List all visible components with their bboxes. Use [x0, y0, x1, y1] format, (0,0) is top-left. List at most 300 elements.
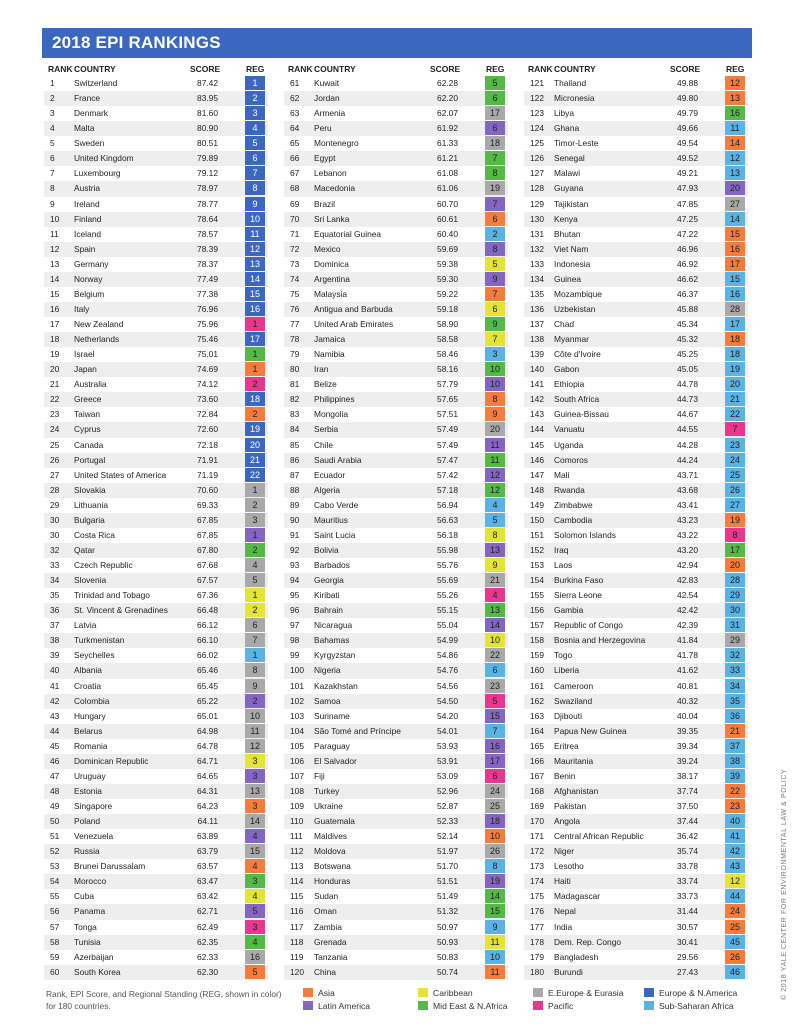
- country-cell: Mauritania: [554, 755, 594, 766]
- rank-cell: 122: [530, 93, 544, 104]
- header-rank: RANK: [48, 64, 73, 74]
- country-cell: Macedonia: [314, 183, 355, 194]
- rank-cell: 154: [530, 575, 544, 586]
- table-row: [524, 904, 748, 919]
- rank-cell: 62: [290, 93, 300, 104]
- rank-cell: 56: [50, 906, 60, 917]
- country-cell: Hungary: [74, 710, 106, 721]
- score-cell: 55.98: [437, 544, 458, 555]
- rank-cell: 96: [290, 605, 300, 616]
- table-row: [524, 91, 748, 106]
- reg-badge: 33: [725, 663, 745, 677]
- reg-badge: 16: [725, 106, 745, 120]
- rank-cell: 69: [290, 198, 300, 209]
- table-row: [284, 377, 508, 392]
- country-cell: São Tomé and Príncipe: [314, 725, 401, 736]
- country-cell: Sierra Leone: [554, 590, 602, 601]
- score-cell: 65.22: [197, 695, 218, 706]
- country-cell: Myanmar: [554, 334, 589, 345]
- table-row: [524, 392, 748, 407]
- rank-cell: 13: [50, 258, 60, 269]
- country-cell: Thailand: [554, 78, 587, 88]
- country-cell: Venezuela: [74, 831, 114, 842]
- table-row: [44, 739, 268, 754]
- reg-badge: 2: [245, 377, 265, 391]
- rank-cell: 19: [50, 349, 60, 360]
- table-row: [284, 648, 508, 663]
- rank-cell: 88: [290, 484, 300, 495]
- table-row: [44, 904, 268, 919]
- footer-note: Rank, EPI Score, and Regional Standing (REG, shown in color) for 180 countries.: [46, 989, 282, 1011]
- table-row: [524, 302, 748, 317]
- score-cell: 66.10: [197, 635, 218, 646]
- score-cell: 54.56: [437, 680, 458, 691]
- rank-cell: 123: [530, 108, 544, 119]
- table-row: [44, 513, 268, 528]
- rank-cell: 66: [290, 153, 300, 164]
- country-cell: China: [314, 966, 336, 977]
- table-row: [44, 106, 268, 121]
- country-cell: Uzbekistan: [554, 303, 596, 314]
- score-cell: 58.58: [437, 334, 458, 345]
- reg-badge: 9: [485, 317, 505, 331]
- table-row: [284, 920, 508, 935]
- table-row: [524, 694, 748, 709]
- country-cell: Dominica: [314, 258, 349, 269]
- legend-item: [644, 988, 737, 998]
- score-cell: 56.18: [437, 529, 458, 540]
- header-country: COUNTRY: [314, 64, 356, 74]
- country-cell: Dem. Rep. Congo: [554, 936, 622, 947]
- country-cell: Equatorial Guinea: [314, 228, 382, 239]
- table-row: [44, 799, 268, 814]
- score-cell: 42.83: [677, 575, 698, 586]
- country-cell: Russia: [74, 846, 100, 857]
- reg-badge: 20: [725, 558, 745, 572]
- reg-badge: 37: [725, 739, 745, 753]
- reg-badge: 5: [245, 136, 265, 150]
- country-cell: Madagascar: [554, 891, 601, 902]
- table-row: [284, 573, 508, 588]
- rank-cell: 57: [50, 921, 60, 932]
- rank-cell: 169: [530, 801, 544, 811]
- table-row: [44, 91, 268, 106]
- country-cell: Luxembourg: [74, 168, 121, 179]
- reg-badge: 27: [725, 197, 745, 211]
- country-cell: Viet Nam: [554, 243, 589, 254]
- table-row: [524, 257, 748, 272]
- score-cell: 49.21: [677, 168, 698, 179]
- table-row: [524, 377, 748, 392]
- score-cell: 64.65: [197, 770, 218, 781]
- country-cell: Chad: [554, 319, 575, 329]
- country-cell: South Africa: [554, 394, 600, 405]
- country-cell: Zimbabwe: [554, 499, 593, 510]
- reg-badge: 6: [485, 91, 505, 105]
- country-cell: South Korea: [74, 966, 121, 977]
- score-cell: 62.35: [197, 936, 218, 947]
- rank-cell: 53: [50, 861, 60, 872]
- table-row: [524, 151, 748, 166]
- score-cell: 53.93: [437, 740, 458, 751]
- reg-badge: 7: [245, 166, 265, 180]
- score-cell: 61.33: [437, 138, 458, 149]
- table-row: [524, 709, 748, 724]
- rank-cell: 150: [530, 514, 544, 525]
- score-cell: 56.94: [437, 499, 458, 510]
- rank-cell: 43: [50, 710, 60, 721]
- rank-cell: 58: [50, 936, 60, 947]
- reg-badge: 3: [245, 106, 265, 120]
- reg-badge: 7: [485, 332, 505, 346]
- country-cell: Bahrain: [314, 605, 343, 616]
- rank-cell: 164: [530, 725, 544, 736]
- country-cell: Belarus: [74, 725, 103, 736]
- table-row: [44, 709, 268, 724]
- table-row: [44, 212, 268, 227]
- rank-cell: 171: [530, 831, 544, 842]
- table-row: [44, 603, 268, 618]
- reg-badge: 2: [245, 603, 265, 617]
- table-row: [524, 829, 748, 844]
- table-row: [44, 483, 268, 498]
- country-cell: Iraq: [554, 544, 569, 555]
- reg-badge: 11: [725, 121, 745, 135]
- rank-cell: 36: [50, 605, 60, 616]
- reg-badge: 19: [725, 513, 745, 527]
- reg-badge: 3: [245, 513, 265, 527]
- rank-cell: 12: [50, 243, 60, 254]
- table-row: [44, 498, 268, 513]
- header-score: SCORE: [430, 64, 461, 74]
- legend-swatch: [533, 988, 543, 997]
- country-cell: France: [74, 93, 101, 104]
- rank-cell: 151: [530, 529, 544, 540]
- score-cell: 64.23: [197, 801, 218, 811]
- score-cell: 64.98: [197, 725, 218, 736]
- table-row: [524, 573, 748, 588]
- rank-cell: 7: [50, 168, 55, 179]
- rank-cell: 124: [530, 123, 544, 134]
- score-cell: 61.92: [437, 123, 458, 134]
- rank-cell: 84: [290, 424, 300, 435]
- score-cell: 37.44: [677, 816, 698, 827]
- rank-cell: 142: [530, 394, 544, 405]
- reg-badge: 4: [245, 121, 265, 135]
- score-cell: 72.60: [197, 424, 218, 435]
- table-row: [284, 302, 508, 317]
- rank-cell: 112: [290, 846, 304, 857]
- country-cell: Burkina Faso: [554, 575, 604, 586]
- header-country: COUNTRY: [554, 64, 596, 74]
- score-cell: 57.49: [437, 439, 458, 450]
- rank-cell: 90: [290, 514, 300, 525]
- rank-cell: 178: [530, 936, 544, 947]
- score-cell: 51.49: [437, 891, 458, 902]
- reg-badge: 23: [485, 679, 505, 693]
- reg-badge: 13: [245, 784, 265, 798]
- country-cell: Bolivia: [314, 544, 339, 555]
- country-cell: Antigua and Barbuda: [314, 303, 393, 314]
- country-cell: Papua New Guinea: [554, 725, 627, 736]
- rank-cell: 9: [50, 198, 55, 209]
- rank-cell: 89: [290, 499, 300, 510]
- table-row: [44, 950, 268, 965]
- table-row: [524, 814, 748, 829]
- table-row: [44, 694, 268, 709]
- reg-badge: 34: [725, 679, 745, 693]
- rank-cell: 97: [290, 620, 300, 631]
- score-cell: 64.11: [197, 816, 218, 827]
- reg-badge: 20: [485, 422, 505, 436]
- rank-cell: 129: [530, 198, 544, 209]
- country-cell: Honduras: [314, 876, 351, 887]
- reg-badge: 17: [245, 332, 265, 346]
- score-cell: 54.99: [437, 635, 458, 646]
- score-cell: 78.77: [197, 198, 218, 209]
- country-cell: Nepal: [554, 906, 576, 917]
- rank-cell: 121: [530, 78, 544, 88]
- table-row: [284, 392, 508, 407]
- rank-cell: 162: [530, 695, 544, 706]
- header-reg: REG: [246, 64, 265, 74]
- rank-cell: 133: [530, 258, 544, 269]
- reg-badge: 18: [485, 136, 505, 150]
- table-row: [284, 618, 508, 633]
- rank-cell: 114: [290, 876, 304, 887]
- score-cell: 75.96: [197, 319, 218, 329]
- table-row: [44, 874, 268, 889]
- score-cell: 62.33: [197, 951, 218, 962]
- reg-badge: 35: [725, 694, 745, 708]
- table-row: [284, 106, 508, 121]
- legend-item: [303, 988, 335, 998]
- country-cell: El Salvador: [314, 755, 357, 766]
- rank-cell: 72: [290, 243, 300, 254]
- reg-badge: 2: [245, 91, 265, 105]
- score-cell: 70.60: [197, 484, 218, 495]
- table-row: [284, 468, 508, 483]
- reg-badge: 17: [485, 754, 505, 768]
- score-cell: 57.42: [437, 469, 458, 480]
- score-cell: 44.73: [677, 394, 698, 405]
- country-cell: Morocco: [74, 876, 107, 887]
- country-cell: Azerbaijan: [74, 951, 114, 962]
- country-cell: Estonia: [74, 785, 102, 796]
- table-row: [44, 242, 268, 257]
- country-cell: Mongolia: [314, 409, 348, 420]
- rank-cell: 163: [530, 710, 544, 721]
- reg-badge: 14: [245, 272, 265, 286]
- rank-cell: 8: [50, 183, 55, 194]
- rank-cell: 120: [290, 966, 304, 977]
- header-score: SCORE: [190, 64, 221, 74]
- score-cell: 51.51: [437, 876, 458, 887]
- country-cell: Côte d'Ivoire: [554, 349, 601, 360]
- score-cell: 33.73: [677, 891, 698, 902]
- table-row: [284, 889, 508, 904]
- reg-badge: 36: [725, 709, 745, 723]
- score-cell: 78.57: [197, 228, 218, 239]
- reg-badge: 12: [485, 468, 505, 482]
- legend-item: [418, 1001, 508, 1011]
- reg-badge: 6: [485, 769, 505, 783]
- country-cell: Turkmenistan: [74, 635, 125, 646]
- rank-cell: 6: [50, 153, 55, 164]
- country-cell: Latvia: [74, 620, 97, 631]
- reg-badge: 11: [245, 227, 265, 241]
- score-cell: 44.67: [677, 409, 698, 420]
- table-row: [44, 754, 268, 769]
- score-cell: 39.34: [677, 740, 698, 751]
- reg-badge: 5: [245, 904, 265, 918]
- table-row: [44, 151, 268, 166]
- score-cell: 54.76: [437, 665, 458, 676]
- rank-cell: 38: [50, 635, 60, 646]
- rank-cell: 68: [290, 183, 300, 194]
- legend-swatch: [644, 988, 654, 997]
- score-cell: 49.54: [677, 138, 698, 149]
- reg-badge: 11: [245, 724, 265, 738]
- reg-badge: 16: [245, 302, 265, 316]
- score-cell: 77.38: [197, 288, 218, 299]
- rank-cell: 70: [290, 213, 300, 224]
- score-cell: 61.08: [437, 168, 458, 179]
- score-cell: 52.87: [437, 801, 458, 811]
- table-row: [524, 965, 748, 980]
- score-cell: 87.42: [197, 78, 218, 88]
- country-cell: Togo: [554, 650, 573, 661]
- reg-badge: 7: [485, 287, 505, 301]
- rank-cell: 16: [50, 303, 60, 314]
- country-cell: Kazakhstan: [314, 680, 358, 691]
- country-cell: Cyprus: [74, 424, 101, 435]
- score-cell: 51.32: [437, 906, 458, 917]
- score-cell: 51.97: [437, 846, 458, 857]
- table-row: [44, 302, 268, 317]
- column-header: [524, 62, 748, 76]
- header-country: COUNTRY: [74, 64, 116, 74]
- country-cell: Lithuania: [74, 499, 108, 510]
- reg-badge: 10: [485, 362, 505, 376]
- reg-badge: 1: [245, 648, 265, 662]
- header-reg: REG: [726, 64, 745, 74]
- table-row: [284, 91, 508, 106]
- rank-cell: 105: [290, 740, 304, 751]
- table-row: [44, 181, 268, 196]
- country-cell: Costa Rica: [74, 529, 115, 540]
- score-cell: 52.14: [437, 831, 458, 842]
- rank-cell: 130: [530, 213, 544, 224]
- rank-cell: 39: [50, 650, 60, 661]
- reg-badge: 7: [245, 633, 265, 647]
- rankings-column-1: [44, 62, 268, 980]
- rank-cell: 92: [290, 544, 300, 555]
- rank-cell: 148: [530, 484, 544, 495]
- reg-badge: 23: [725, 438, 745, 452]
- rank-cell: 144: [530, 424, 544, 435]
- table-row: [44, 453, 268, 468]
- country-cell: Malawi: [554, 168, 581, 179]
- reg-badge: 5: [485, 513, 505, 527]
- country-cell: Israel: [74, 349, 95, 360]
- country-cell: Uganda: [554, 439, 584, 450]
- legend-item: [418, 988, 473, 998]
- score-cell: 45.25: [677, 349, 698, 360]
- table-row: [284, 739, 508, 754]
- score-cell: 66.48: [197, 605, 218, 616]
- table-row: [44, 287, 268, 302]
- score-cell: 60.40: [437, 228, 458, 239]
- score-cell: 59.18: [437, 303, 458, 314]
- reg-badge: 4: [245, 859, 265, 873]
- rank-cell: 78: [290, 334, 300, 345]
- rank-cell: 145: [530, 439, 544, 450]
- score-cell: 63.79: [197, 846, 218, 857]
- reg-badge: 21: [245, 453, 265, 467]
- table-row: [44, 76, 268, 91]
- score-cell: 58.46: [437, 349, 458, 360]
- score-cell: 79.12: [197, 168, 218, 179]
- rank-cell: 180: [530, 966, 544, 977]
- country-cell: Ukraine: [314, 801, 343, 811]
- score-cell: 69.33: [197, 499, 218, 510]
- table-row: [524, 874, 748, 889]
- reg-badge: 15: [725, 272, 745, 286]
- legend-item: [533, 1001, 573, 1011]
- reg-badge: 4: [245, 889, 265, 903]
- table-row: [524, 212, 748, 227]
- reg-badge: 43: [725, 859, 745, 873]
- country-cell: Cameroon: [554, 680, 594, 691]
- score-cell: 44.78: [677, 379, 698, 390]
- reg-badge: 3: [245, 874, 265, 888]
- score-cell: 49.79: [677, 108, 698, 119]
- reg-badge: 12: [485, 483, 505, 497]
- rank-cell: 14: [50, 273, 60, 284]
- rank-cell: 109: [290, 801, 304, 811]
- reg-badge: 6: [485, 121, 505, 135]
- rank-cell: 26: [50, 454, 60, 465]
- table-row: [44, 588, 268, 603]
- country-cell: United Kingdom: [74, 153, 134, 164]
- score-cell: 43.68: [677, 484, 698, 495]
- reg-badge: 7: [725, 422, 745, 436]
- rank-cell: 149: [530, 499, 544, 510]
- reg-badge: 40: [725, 814, 745, 828]
- rank-cell: 1: [50, 78, 55, 88]
- reg-badge: 15: [485, 709, 505, 723]
- reg-badge: 22: [725, 784, 745, 798]
- country-cell: Spain: [74, 243, 96, 254]
- reg-badge: 16: [485, 739, 505, 753]
- score-cell: 47.85: [677, 198, 698, 209]
- score-cell: 58.90: [437, 319, 458, 329]
- reg-badge: 10: [245, 709, 265, 723]
- table-row: [44, 166, 268, 181]
- score-cell: 61.06: [437, 183, 458, 194]
- score-cell: 62.30: [197, 966, 218, 977]
- reg-badge: 14: [725, 212, 745, 226]
- legend-label: Pacific: [548, 1001, 574, 1011]
- rank-cell: 30: [50, 529, 60, 540]
- rankings-column-2: [284, 62, 508, 980]
- table-row: [284, 166, 508, 181]
- reg-badge: 25: [725, 468, 745, 482]
- score-cell: 57.47: [437, 454, 458, 465]
- table-row: [284, 242, 508, 257]
- country-cell: Central African Republic: [554, 831, 644, 842]
